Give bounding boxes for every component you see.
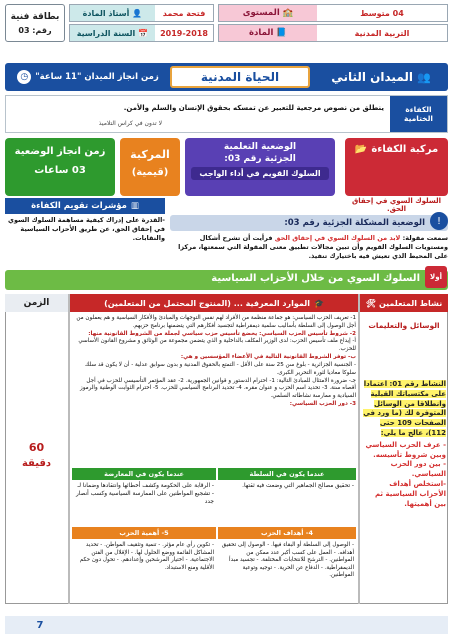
learning-situation-text: السلوك القويم في أداء الواجب	[191, 167, 329, 180]
role-opposition-title: عندما يكون في المعارضة	[72, 468, 216, 480]
level-box	[218, 4, 448, 22]
component-value-label: المركبة	[130, 148, 170, 161]
activity-point: - عرف الحزب السياسي وبين شروط تأسيسه.	[365, 440, 446, 459]
importance-title: 5- أهمية الحزب	[72, 527, 216, 539]
resource-line: - الجنسية الجزائرية - بلوغ سن 25 سنة على الأقل - التمتع بالحقوق المدنية و بدون سوابق عدلية - أن لا يكون قد سلك سلوكا معاديا لثورة التحرير الكبرى.	[84, 361, 356, 376]
calendar-icon: 📅	[138, 28, 149, 38]
goals-text: - الوصول إلى السلطة أو البقاء فيها. - الوصول إلى تحقيق أهدافه. - العمل على كسب أكبر عدد ممكن من المواطنين. - الترشح للانتخابات المختلفة. - تجسيد مبدأ الديمقراطية. - الدفاع عن الحرية. - توجيه وتوعية المواطنين.	[221, 542, 354, 579]
resources-col-header	[70, 294, 358, 312]
indicators-text: -القدرة على إدراك كيفية مساهمة السلوك السوي في إحقاق الحق، عن طريق الأحزاب السياسية والنقابات.	[8, 216, 165, 242]
component-value-text: (قيمية)	[131, 167, 169, 178]
teacher-name: فتحة محمد	[162, 8, 206, 18]
section-number: أولا	[425, 266, 447, 288]
time-value: 60	[28, 440, 45, 454]
teacher-box	[69, 4, 214, 22]
resource-line: جـ- ضرورة الامتثال للمبادئ التالية: 1- احترام الدستور و قوانين الجمهورية. 2- عقد المؤتمر التأسيسي للحزب في أجل أقصاه سنة. 3- تحديد اسم الحزب و عنوان مقره. 4- تحديد البرنامج السياسي للحزب. 5- احترام الثوابت الوطنية والرموز السيادية و ممارسة نشاطاته السلمي.	[80, 377, 356, 400]
resource-line: 3- دور الحزب السياسي:	[289, 401, 356, 408]
learning-situation-label: الوضعية التعلمية	[223, 142, 297, 152]
activity-point: - بين دور الحزب السياسي.	[390, 460, 446, 479]
activity-point: -استخلص أهداف الأحزاب السياسية ثم بين أهميتها.	[374, 479, 446, 508]
time-unit: دقيقة	[21, 457, 52, 469]
graduation-cap-icon: 🎓	[313, 298, 324, 308]
section-title: السلوك السوي من خلال الأحزاب السياسية	[211, 273, 420, 284]
folder-icon: 📂	[354, 144, 368, 155]
problem-text	[170, 234, 448, 260]
activity-col-header	[360, 294, 448, 312]
situation-time-value: 03 ساعات	[34, 165, 86, 176]
subject-value: التربية المدنية	[354, 28, 410, 38]
domain-value: الحياة المدنية	[170, 66, 310, 88]
competency-component-box	[345, 138, 448, 196]
learning-situation-box	[185, 138, 335, 196]
resource-line: ب- توفر الشروط القانونية التالية في الأعضاء المؤسسين و هي:	[180, 354, 356, 361]
situation-time-box	[5, 138, 115, 196]
school-icon: 🏫	[282, 8, 294, 18]
resources-text	[72, 315, 356, 409]
component-value-box	[120, 138, 180, 196]
role-power-title: عندما يكون في السلطة	[218, 468, 356, 480]
clock-icon: ◷	[17, 70, 31, 84]
domain-label	[318, 66, 444, 88]
people-icon: 👥	[417, 70, 431, 84]
page-number: 7	[36, 619, 44, 631]
problem-text-pre: سمعت مقولة:	[400, 234, 448, 242]
level-value: 04 متوسط	[360, 8, 404, 18]
subject-box	[218, 24, 448, 42]
subject-label	[219, 25, 317, 41]
final-competency-note: لا تدون في كراس التلاميذ	[98, 120, 162, 127]
subject-label-text: المادة	[249, 28, 274, 38]
level-label	[219, 5, 317, 21]
activity-col-header-text: نشاط المتعلمين	[378, 298, 443, 308]
role-opposition-text: - الرقابة على الحكومة وكشف أخطائها وانتقادها وضمانا لـ - تشجيع المواطنين على الممارسة السياسية وكسب أنصار جدد	[75, 483, 214, 505]
teacher-icon: 👤	[132, 8, 143, 18]
year-label	[70, 25, 155, 41]
situation-time-label: زمن انجاز الوضعية	[14, 146, 106, 157]
teacher-label-text: أستاذ المادة	[82, 8, 130, 18]
level-label-text: المستوى	[242, 8, 280, 18]
competency-component-label	[345, 144, 448, 155]
card-number: رقم: 03	[18, 25, 52, 35]
indicators-title-text: مؤشرات تقويم الكفاءة	[31, 201, 127, 211]
card-title: بطاقة فنية	[10, 11, 60, 22]
problem-quote: لابد من السلوك السوي في إحقاق الحق	[274, 234, 401, 242]
role-power-text: - تحقيق مصالح الجماهير التي وضعت فيه ثقتها.	[242, 483, 354, 489]
activity-text: النشاط رقم 01: اعتمادا على مكتسباتك القبلية وانطلاقا من الوسائل المتوفرة لك (ما ورد في الصفحات 109 حتى 112)، عالج ما يلي:	[363, 380, 446, 437]
resource-line: 2- شروط تأسيس الحزب السياسي: يخضع تأسيس حزب سياسي لجملة من الشروط القانونية منها:	[88, 330, 356, 337]
warning-icon: !	[430, 212, 448, 230]
resources-col-header-text: الموارد المعرفية ... (المنتوج المحتمل من المتعلمين)	[104, 298, 310, 308]
tools-icon: 🛠	[365, 298, 376, 308]
footer-bar	[5, 616, 448, 634]
resource-line: 1- تعريف الحزب السياسي: هو جماعة منظمة من الأفراد لهم نفس التوجهات والمبادئ والأفكار السياسية و هم يعملون من أجل الوصول إلى السلطة بأساليب سلمية ديمقراطية لتجسيد أفكارهم التي يتضمنها برنامج حزبهم.	[76, 315, 356, 329]
year-label-text: السنة الدراسية	[76, 28, 136, 38]
final-competency-label-text: الكفاءة الختامية	[404, 105, 433, 123]
goals-title: 4- أهداف الحزب	[218, 527, 356, 539]
indicators-title	[5, 198, 165, 214]
teacher-label	[70, 5, 155, 21]
final-competency-label	[390, 96, 447, 132]
book-icon: 📘	[276, 28, 287, 38]
activity-text-block	[362, 380, 446, 509]
importance-text: - تكوين رأي عام مؤثر. - تنمية وتثقيف المواطن. - تحديد المشاكل القائمة ووضع الحلول لها. - الإقلال من الفتن الاجتماعية. - اختيار المرشحين وإعدادهم. - تحول دون حكم الأقلية ومنع الاستبداد.	[79, 542, 214, 571]
year-box	[69, 24, 214, 42]
year-value: 2019-2018	[160, 28, 208, 38]
divider	[358, 294, 360, 604]
competency-component-text: السلوك السوي في إحقاق الحق.	[351, 197, 442, 213]
chart-icon: ▥	[130, 201, 139, 211]
domain-time	[10, 66, 166, 88]
tools-label: الوسائل والتعليمات	[368, 320, 440, 330]
time-col-header: الزمن	[5, 294, 68, 312]
domain-time-text: زمن انجاز الميدان "11 ساعة"	[35, 72, 159, 82]
learning-situation-sub: الجزئية رقم 03:	[224, 154, 296, 164]
competency-component-label-text: مركبة الكفاءة	[371, 144, 439, 155]
domain-label-text: الميدان الثاني	[331, 70, 413, 84]
resource-line: أ- إيداع ملف تأسيس الحزب: لدى الوزير المكلف بالداخلية و الذي يتضمن مجموعة من الوثائق و مشروع القانون الأساسي للحزب.	[78, 338, 356, 353]
divider	[68, 294, 70, 604]
problem-text-post: فرأيت أن تشرح أشكال ومستويات السلوك القويم وأن تبين مجالات تطبيق معنى المقولة التي سمعتها، مركزا على المحيط الذي تعيش فيه باختيارك تنفيذ.	[178, 234, 448, 260]
problem-title: الوضعية المشكلة الجزئية رقم 03:	[284, 218, 425, 228]
card-title-box	[5, 4, 65, 42]
final-competency-text: ينطلق من نصوص مرجعية للتعبير عن تمسكه بحقوق الإنسان والسلم والأمن.	[123, 104, 384, 112]
